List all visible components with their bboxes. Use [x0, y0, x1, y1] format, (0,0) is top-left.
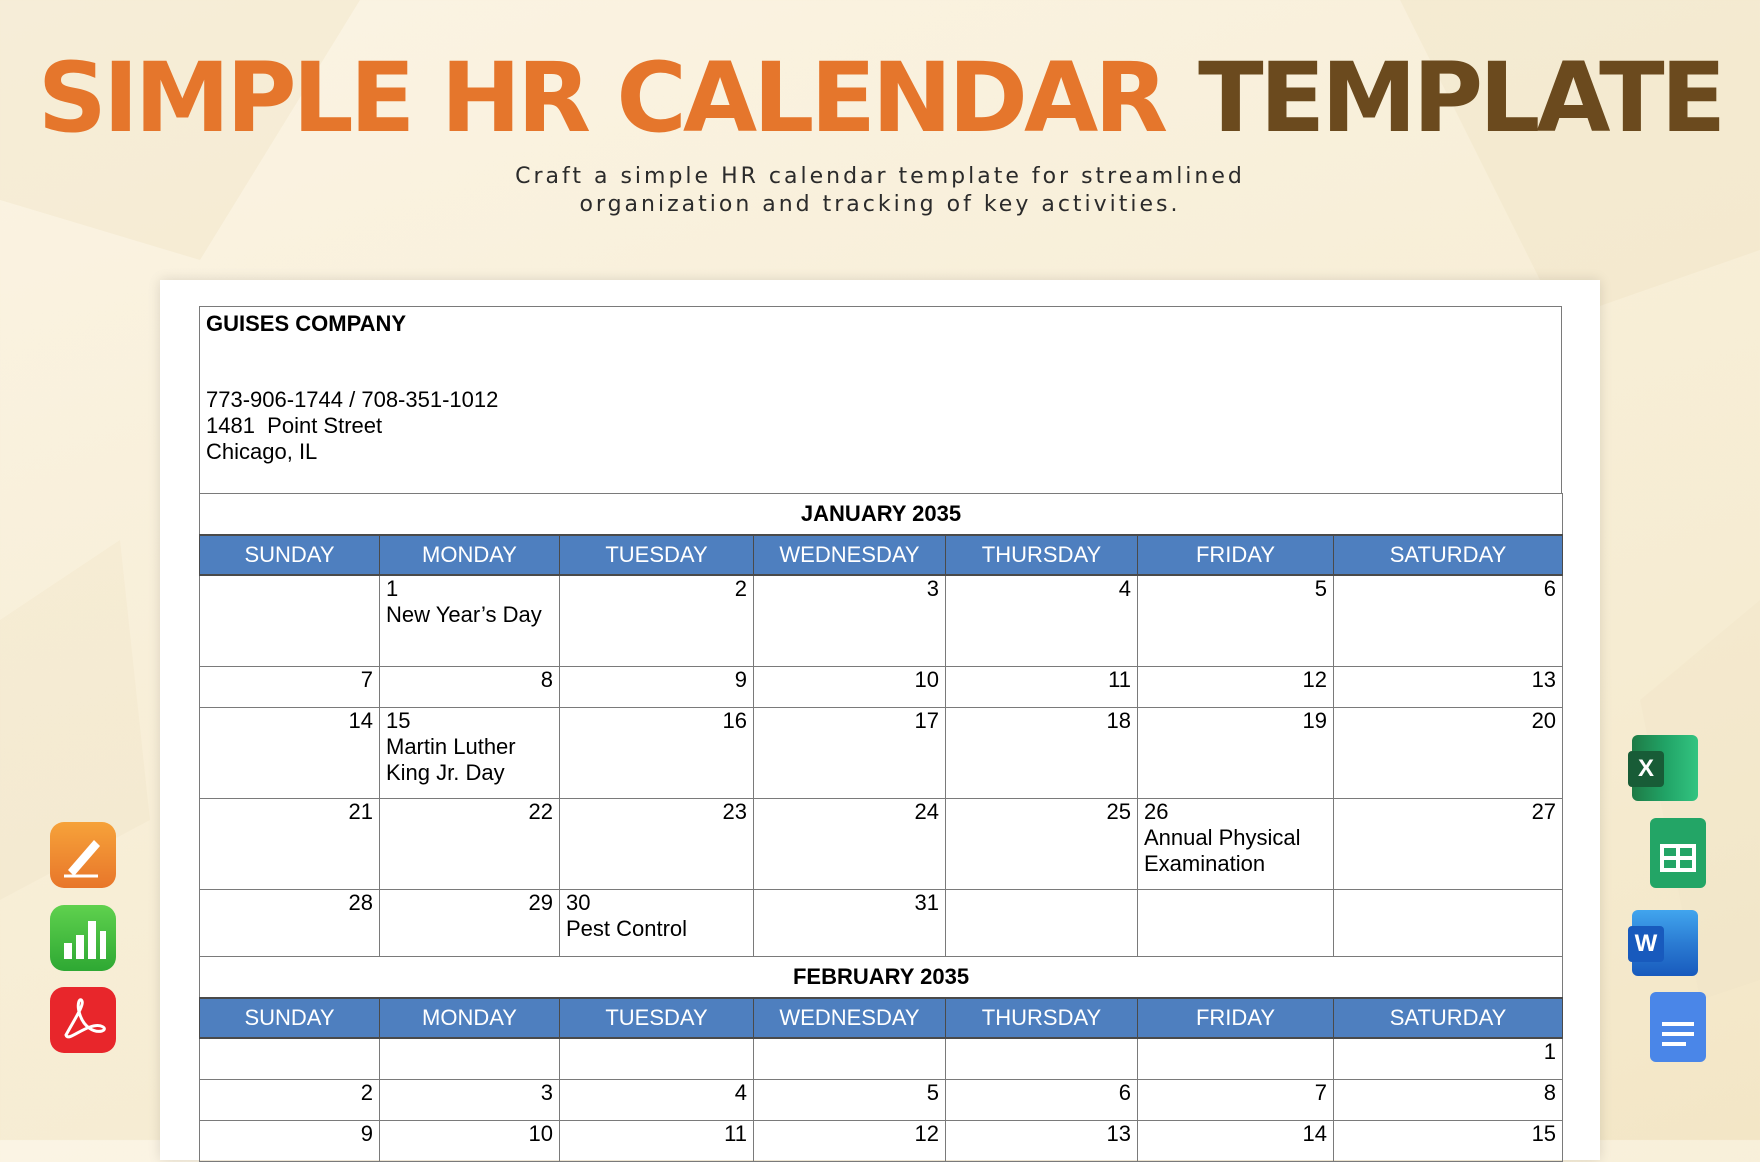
week-row: [200, 708, 1563, 799]
day-cell[interactable]: [200, 1121, 380, 1162]
day-cell[interactable]: [1138, 575, 1334, 667]
day-cell[interactable]: [946, 799, 1138, 890]
day-number: 10: [914, 667, 939, 692]
day-cell[interactable]: [560, 667, 754, 708]
week-row: [200, 667, 1563, 708]
day-number: 31: [914, 890, 939, 915]
day-cell[interactable]: [754, 1121, 946, 1162]
day-cell[interactable]: [1138, 1121, 1334, 1162]
day-cell[interactable]: [200, 575, 380, 667]
weekday-header: TUESDAY: [560, 535, 754, 575]
day-number: 6: [1543, 576, 1557, 601]
day-cell[interactable]: [1138, 890, 1334, 957]
day-cell[interactable]: [946, 890, 1138, 957]
weekday-header-row: [200, 535, 1563, 575]
word-icon[interactable]: [1632, 910, 1698, 976]
page-title: [0, 42, 1760, 154]
day-cell[interactable]: [200, 708, 380, 799]
day-cell[interactable]: [946, 708, 1138, 799]
day-cell[interactable]: [754, 799, 946, 890]
day-cell[interactable]: [1138, 1080, 1334, 1121]
day-cell[interactable]: [1334, 1038, 1563, 1080]
day-number: 23: [722, 799, 747, 824]
day-number: 10: [528, 1121, 553, 1146]
day-number: 4: [734, 1080, 747, 1105]
day-number: 13: [1531, 667, 1557, 692]
day-cell[interactable]: [560, 1080, 754, 1121]
weekday-header: SATURDAY: [1334, 998, 1563, 1038]
day-number: 12: [914, 1121, 939, 1146]
month-title-row: [200, 957, 1563, 999]
weekday-header: SATURDAY: [1334, 535, 1563, 575]
day-number: 17: [914, 708, 939, 733]
company-street: 1481 Point Street: [206, 413, 383, 438]
google-sheets-icon[interactable]: [1650, 818, 1706, 888]
subtitle-line-2: organization and tracking of key activities.: [579, 192, 1181, 217]
day-number: 3: [926, 576, 939, 601]
weekday-header: THURSDAY: [946, 535, 1138, 575]
day-number: 6: [1118, 1080, 1131, 1105]
weekday-header: FRIDAY: [1138, 998, 1334, 1038]
pen-glyph: [50, 822, 116, 888]
day-cell[interactable]: [200, 1080, 380, 1121]
day-cell[interactable]: [946, 1121, 1138, 1162]
calendar-sheet: [199, 306, 1562, 1162]
acrobat-glyph: [50, 987, 116, 1053]
weekday-header: FRIDAY: [1138, 535, 1334, 575]
day-cell[interactable]: [200, 799, 380, 890]
day-cell[interactable]: [200, 1038, 380, 1080]
day-cell[interactable]: [1334, 799, 1563, 890]
day-cell[interactable]: [380, 667, 560, 708]
subtitle-line-1: Craft a simple HR calendar template for streamlined: [515, 164, 1245, 189]
day-cell[interactable]: [560, 890, 754, 957]
page-subtitle: [0, 163, 1760, 219]
excel-x-glyph: X: [1628, 751, 1664, 787]
weekday-header: TUESDAY: [560, 998, 754, 1038]
day-cell[interactable]: [946, 1080, 1138, 1121]
day-cell[interactable]: [1138, 667, 1334, 708]
calendar-table: [199, 493, 1563, 1162]
week-row: [200, 890, 1563, 957]
day-number: 12: [1302, 667, 1327, 692]
day-cell[interactable]: [380, 799, 560, 890]
day-cell[interactable]: [754, 575, 946, 667]
day-number: 8: [1543, 1080, 1557, 1105]
day-cell[interactable]: [946, 575, 1138, 667]
day-cell[interactable]: [380, 1038, 560, 1080]
day-cell[interactable]: [380, 1121, 560, 1162]
day-number: 14: [1302, 1121, 1327, 1146]
pages-icon[interactable]: [50, 822, 116, 888]
company-city: Chicago, IL: [206, 439, 318, 464]
day-number: 7: [360, 667, 373, 692]
day-number: 4: [1118, 576, 1131, 601]
numbers-icon[interactable]: [50, 905, 116, 971]
event-label: Martin Luther King Jr. Day: [386, 734, 516, 785]
day-cell[interactable]: [200, 667, 380, 708]
day-number: 22: [528, 799, 553, 824]
day-number: 18: [1106, 708, 1131, 733]
day-number: 21: [348, 799, 373, 824]
day-cell[interactable]: [1334, 575, 1563, 667]
weekday-header: SUNDAY: [200, 535, 380, 575]
month-title: JANUARY 2035: [200, 494, 1563, 536]
day-cell[interactable]: [1138, 799, 1334, 890]
day-cell[interactable]: [946, 667, 1138, 708]
day-number: 5: [1314, 576, 1327, 601]
day-cell[interactable]: [1334, 1121, 1563, 1162]
day-cell[interactable]: [1334, 890, 1563, 957]
day-cell[interactable]: [754, 1080, 946, 1121]
day-number: 15: [386, 708, 411, 733]
day-number: 26: [1144, 799, 1169, 824]
day-cell[interactable]: [560, 1121, 754, 1162]
day-cell[interactable]: [754, 708, 946, 799]
day-number: 9: [360, 1121, 373, 1146]
week-row: [200, 799, 1563, 890]
day-number: 19: [1302, 708, 1327, 733]
day-number: 25: [1106, 799, 1131, 824]
week-row: [200, 1080, 1563, 1121]
day-number: 27: [1531, 799, 1557, 824]
day-number: 24: [914, 799, 939, 824]
week-row: [200, 1038, 1563, 1080]
day-number: 1: [386, 576, 399, 601]
day-number: 29: [528, 890, 553, 915]
day-number: 7: [1314, 1080, 1327, 1105]
event-label: Pest Control: [566, 916, 688, 941]
weekday-header: THURSDAY: [946, 998, 1138, 1038]
weekday-header: WEDNESDAY: [754, 998, 946, 1038]
month-title-row: [200, 494, 1563, 536]
day-cell[interactable]: [1138, 1038, 1334, 1080]
google-docs-icon[interactable]: [1650, 992, 1706, 1062]
day-number: 11: [1108, 667, 1131, 692]
day-cell[interactable]: [754, 667, 946, 708]
event-label: New Year’s Day: [386, 602, 542, 627]
day-number: 11: [724, 1121, 747, 1146]
day-cell[interactable]: [380, 1080, 560, 1121]
day-cell[interactable]: [380, 890, 560, 957]
day-number: 8: [540, 667, 553, 692]
title-part-1: SIMPLE HR CALENDAR: [37, 42, 1165, 154]
excel-icon[interactable]: [1632, 735, 1698, 801]
sheets-grid-glyph: [1650, 818, 1706, 888]
title-part-2: TEMPLATE: [1198, 42, 1723, 154]
company-phone: 773-906-1744 / 708-351-1012: [206, 387, 499, 412]
bar-chart-glyph: [50, 905, 116, 971]
pdf-icon[interactable]: [50, 987, 116, 1053]
week-row: [200, 1121, 1563, 1162]
day-number: 20: [1531, 708, 1557, 733]
day-cell[interactable]: [560, 575, 754, 667]
weekday-header: WEDNESDAY: [754, 535, 946, 575]
day-number: 3: [540, 1080, 553, 1105]
calendar-preview: [160, 280, 1600, 1160]
weekday-header: MONDAY: [380, 535, 560, 575]
day-cell[interactable]: [1334, 708, 1563, 799]
day-number: 14: [348, 708, 373, 733]
day-cell[interactable]: [1334, 667, 1563, 708]
event-label: Annual Physical Examination: [1144, 825, 1301, 876]
day-cell[interactable]: [1138, 708, 1334, 799]
day-number: 15: [1531, 1121, 1557, 1146]
day-cell[interactable]: [380, 575, 560, 667]
day-cell[interactable]: [946, 1038, 1138, 1080]
day-number: 2: [360, 1080, 373, 1105]
word-w-glyph: W: [1628, 926, 1664, 962]
day-cell[interactable]: [754, 890, 946, 957]
day-cell[interactable]: [200, 890, 380, 957]
day-cell[interactable]: [1334, 1080, 1563, 1121]
day-number: 2: [734, 576, 747, 601]
day-cell[interactable]: [380, 708, 560, 799]
weekday-header: SUNDAY: [200, 998, 380, 1038]
day-number: 5: [926, 1080, 939, 1105]
day-number: 9: [734, 667, 747, 692]
day-number: 1: [1543, 1039, 1557, 1064]
month-title: FEBRUARY 2035: [200, 957, 1563, 999]
day-number: 13: [1106, 1121, 1131, 1146]
day-number: 28: [348, 890, 373, 915]
day-cell[interactable]: [754, 1038, 946, 1080]
company-info: [199, 306, 1562, 493]
day-cell[interactable]: [560, 1038, 754, 1080]
day-cell[interactable]: [560, 708, 754, 799]
day-number: 16: [722, 708, 747, 733]
company-name: GUISES COMPANY: [206, 311, 407, 336]
docs-lines-glyph: [1650, 992, 1706, 1062]
weekday-header-row: [200, 998, 1563, 1038]
day-cell[interactable]: [560, 799, 754, 890]
weekday-header: MONDAY: [380, 998, 560, 1038]
day-number: 30: [566, 890, 591, 915]
week-row: [200, 575, 1563, 667]
